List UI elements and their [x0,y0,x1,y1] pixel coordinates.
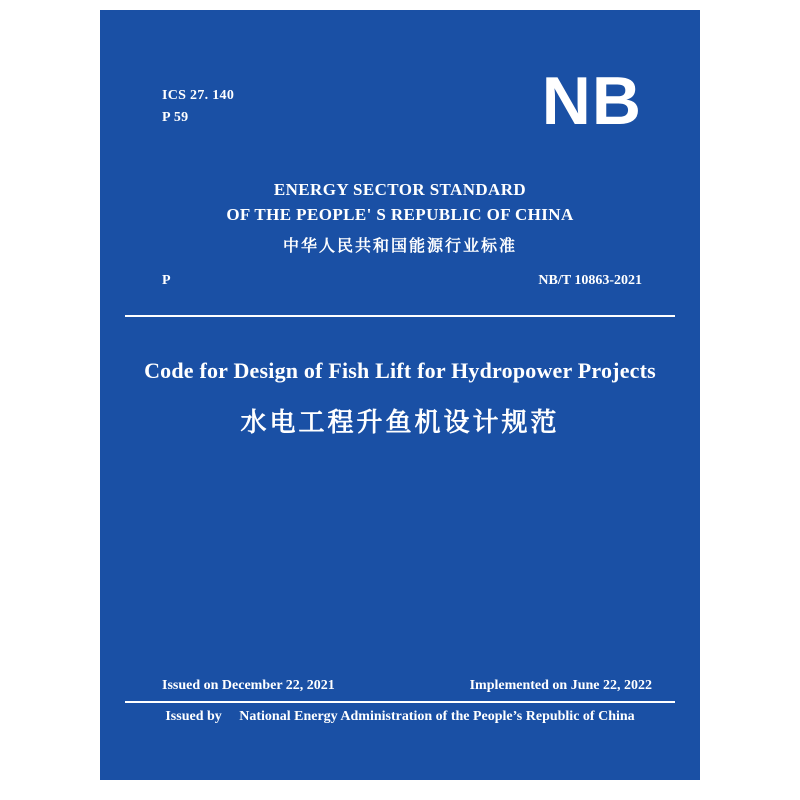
organization-line-cn: 中华人民共和国能源行业标准 [282,238,517,256]
document-title [100,358,700,439]
divider-bottom [125,701,675,703]
ics-code: ICS 27. 140 [162,88,235,103]
implementation-date: Implemented on June 22, 2022 [469,678,652,693]
title-english: Code for Design of Fish Lift for Hydropower Projects [144,358,656,383]
organization-line-en-2: OF THE PEOPLE' S REPUBLIC OF CHINA [226,204,574,224]
organization-line-en-1: ENERGY SECTOR STANDARD [273,180,527,199]
standard-code-row [162,273,642,289]
standard-number: NB/T 10863-2021 [538,273,642,288]
issuer-name: National Energy Administration of the People’s Republic of China [239,709,635,724]
title-chinese: 水电工程升鱼机设计规范 [240,408,560,437]
category-letter: P [162,273,171,288]
nb-logo: NB [541,63,642,139]
issuer-row [100,709,700,725]
issued-by-label: Issued by [165,709,222,724]
divider-top [125,315,675,317]
issuing-organization [100,178,700,256]
standard-cover [100,10,700,780]
dates-row [162,678,652,694]
classification-block [162,85,234,128]
issue-date: Issued on December 22, 2021 [162,678,335,693]
category-code: P 59 [162,109,189,125]
